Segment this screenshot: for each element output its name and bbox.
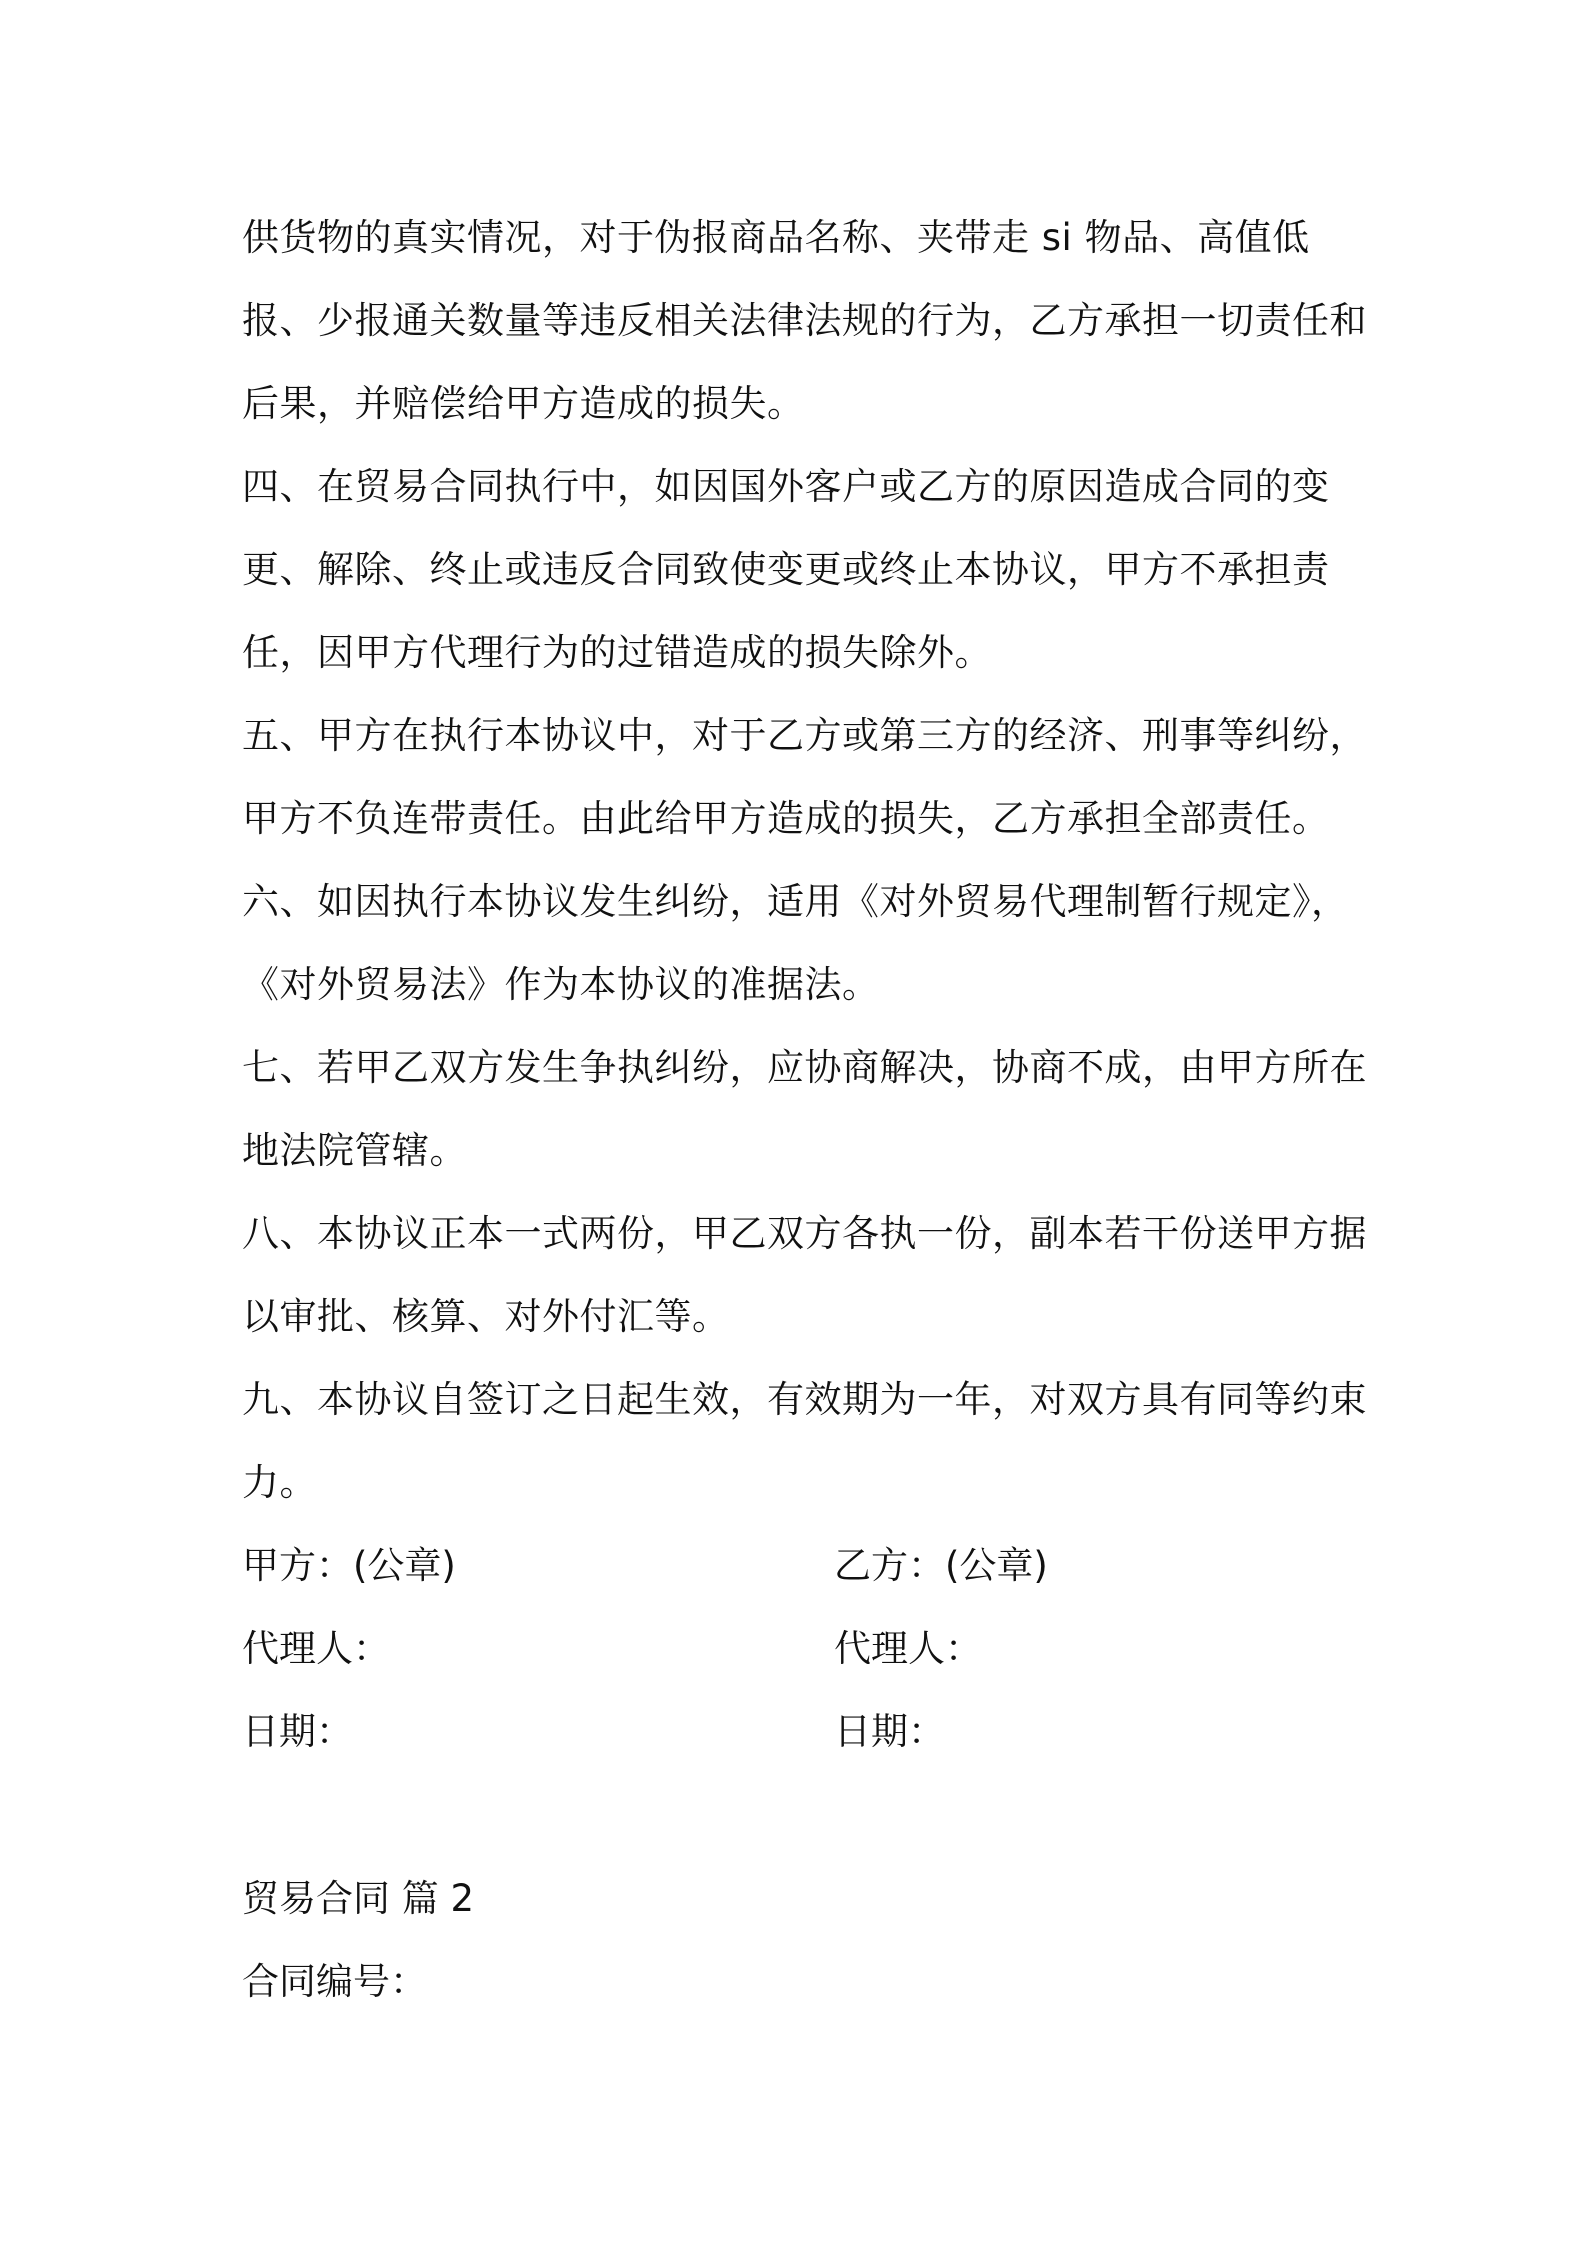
clause-7: 七、若甲乙双方发生争执纠纷，应协商解决，协商不成，由甲方所在地法院管辖。 [242, 1046, 1367, 1172]
signature-row-party [242, 1524, 1372, 1607]
clause-8: 八、本协议正本一式两份，甲乙双方各执一份，副本若干份送甲方据以审批、核算、对外付汇等。 [242, 1212, 1367, 1338]
document-page [242, 196, 1372, 2023]
clause-3-continued: 供货物的真实情况，对于伪报商品名称、夹带走 si 物品、高值低报、少报通关数量等违反相关法律法规的行为，乙方承担一切责任和后果，并赔偿给甲方造成的损失。 [242, 216, 1367, 425]
section-2 [242, 1857, 1372, 2023]
signature-row-agent [242, 1607, 1372, 1690]
signature-block [242, 1524, 1372, 1773]
party-a-seal: 甲方：(公章) [242, 1544, 456, 1587]
clause-4: 四、在贸易合同执行中，如因国外客户或乙方的原因造成合同的变更、解除、终止或违反合同致使变更或终止本协议，甲方不承担责任，因甲方代理行为的过错造成的损失除外。 [242, 465, 1330, 674]
clause-9: 九、本协议自签订之日起生效，有效期为一年，对双方具有同等约束力。 [242, 1378, 1367, 1504]
party-b-date: 日期： [834, 1710, 945, 1753]
party-b-agent: 代理人： [834, 1627, 982, 1670]
party-a-date: 日期： [242, 1710, 353, 1753]
section-2-title: 贸易合同 篇 2 [242, 1877, 475, 1920]
signature-row-date [242, 1690, 1372, 1773]
party-a-agent: 代理人： [242, 1627, 390, 1670]
clause-5: 五、甲方在执行本协议中，对于乙方或第三方的经济、刑事等纠纷，甲方不负连带责任。由此给甲方造成的损失，乙方承担全部责任。 [242, 714, 1367, 840]
contract-number-label: 合同编号： [242, 1960, 427, 2003]
clause-6: 六、如因执行本协议发生纠纷，适用《对外贸易代理制暂行规定》，《对外贸易法》作为本协议的准据法。 [242, 880, 1349, 1006]
party-b-seal: 乙方：(公章) [834, 1544, 1048, 1587]
